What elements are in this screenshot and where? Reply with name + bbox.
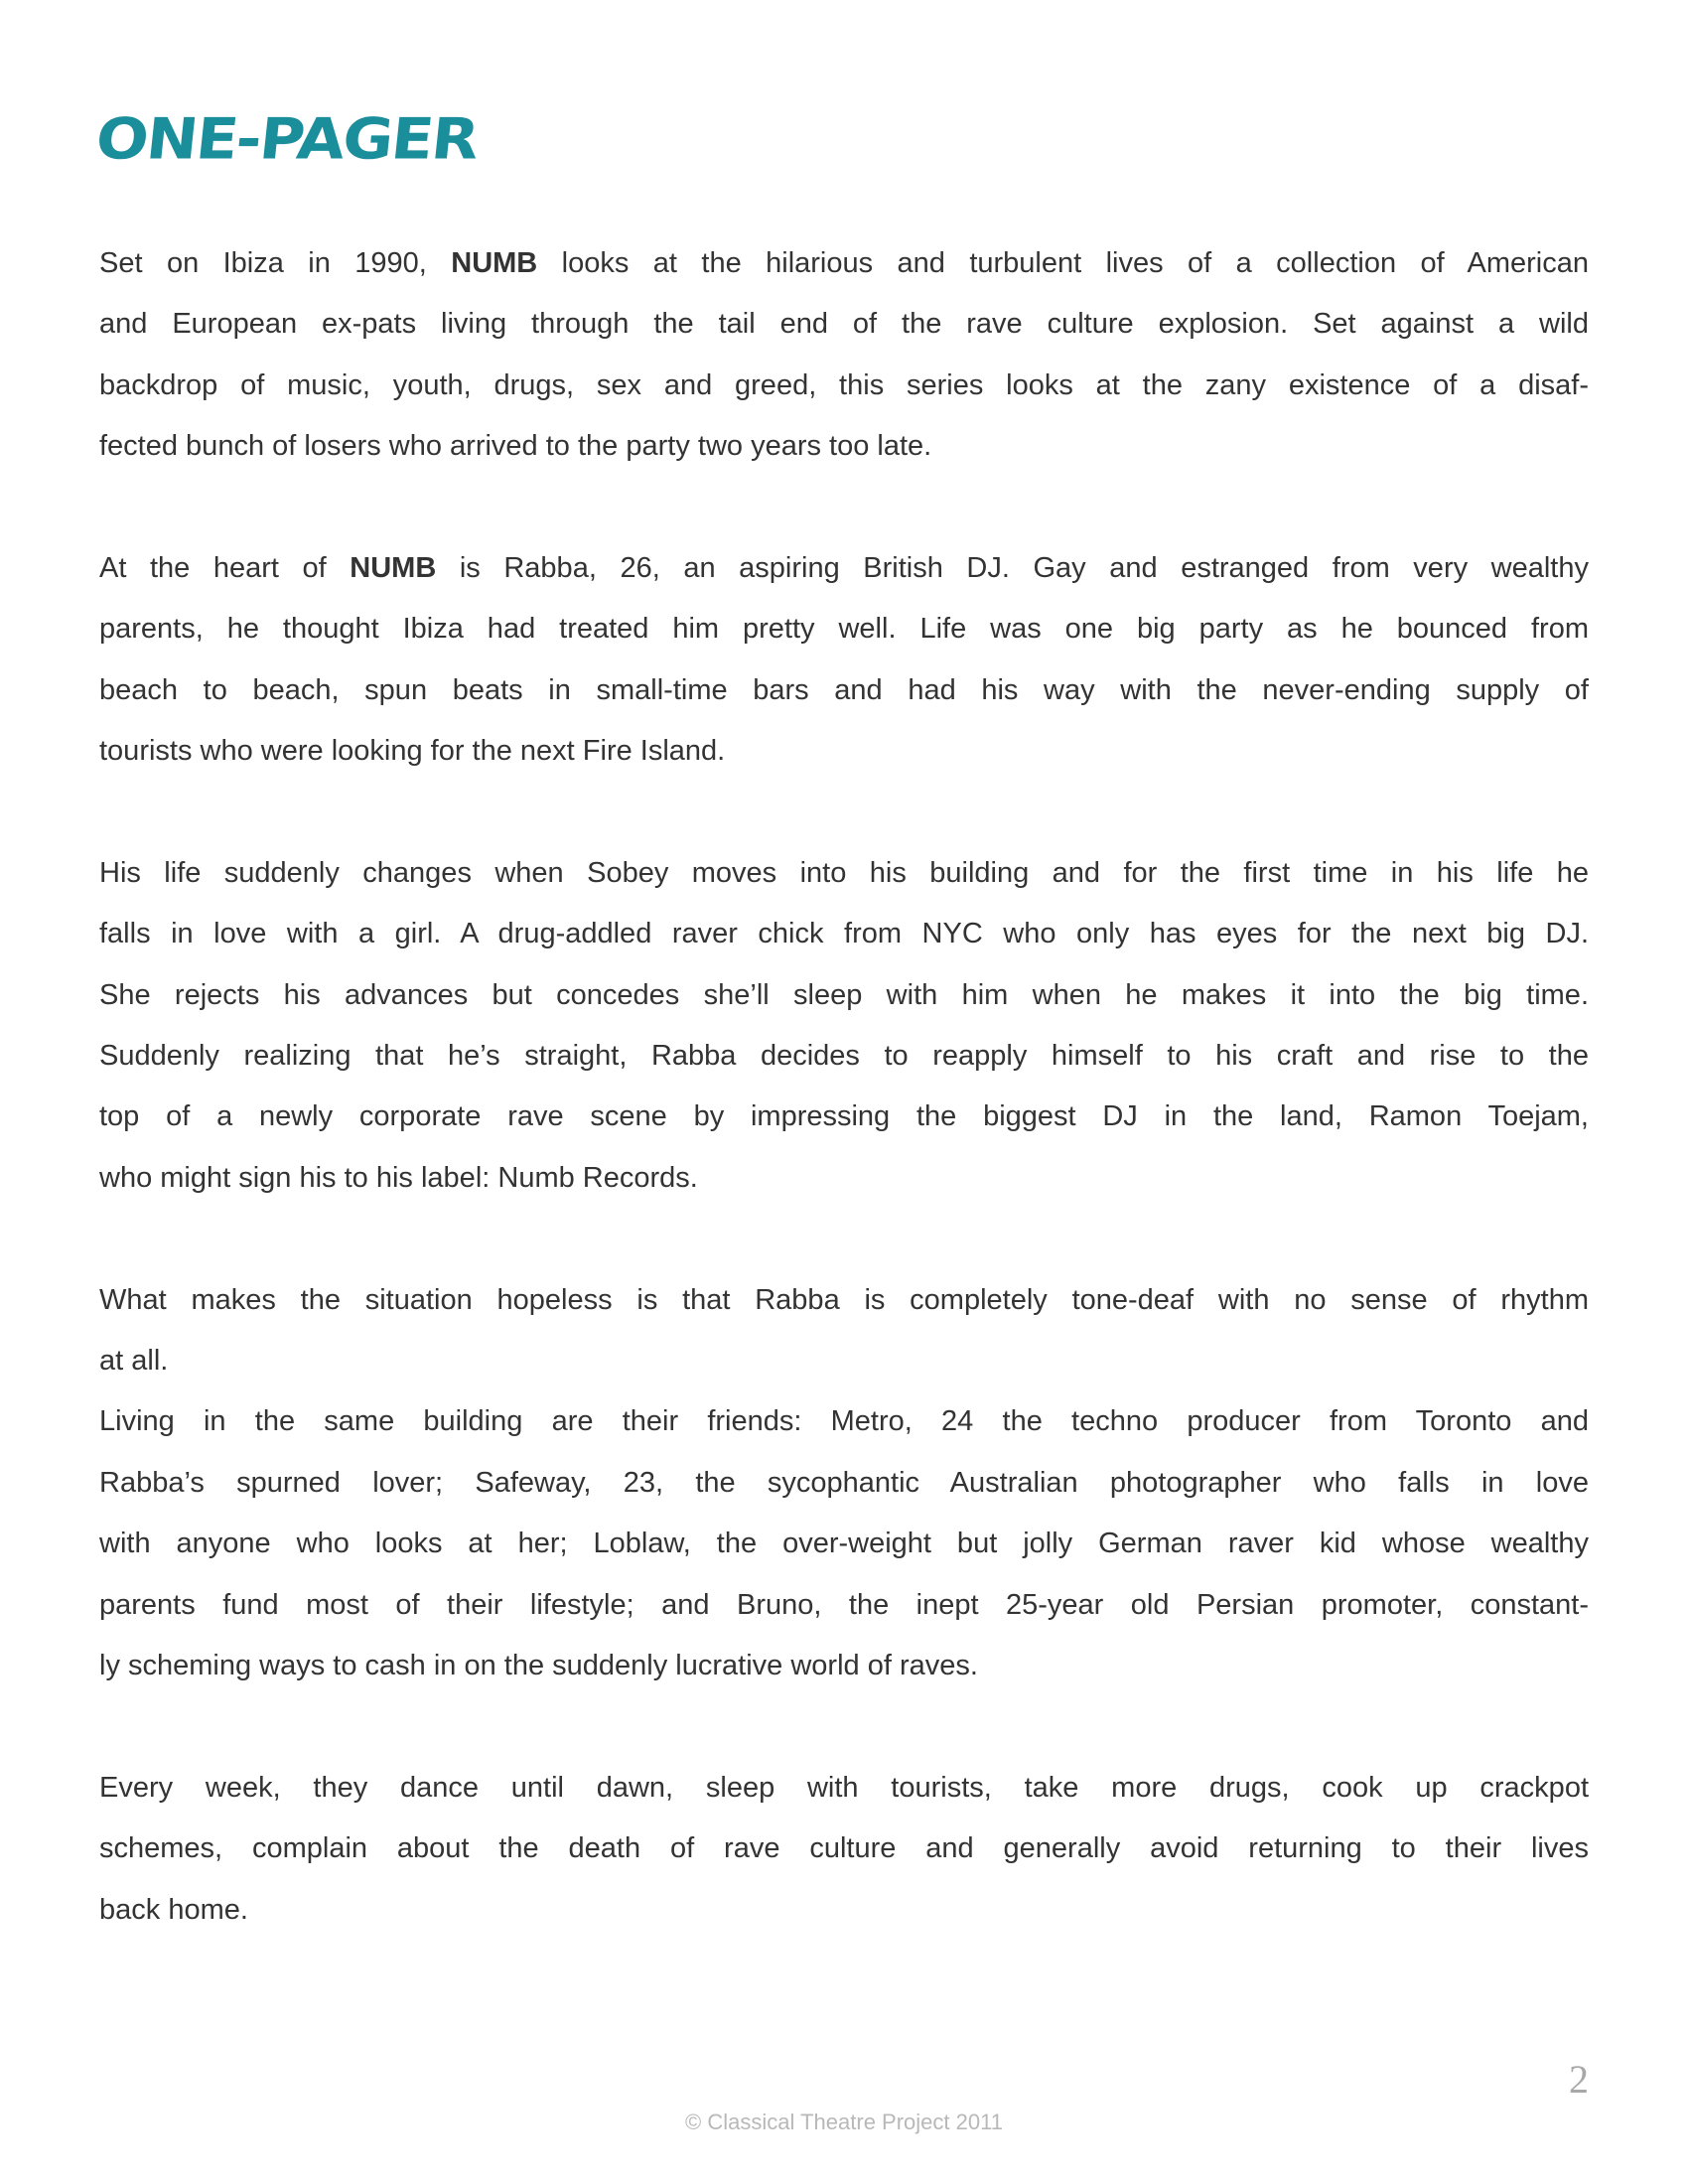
paragraph-sobey xyxy=(99,843,1589,1209)
show-title-numb: NUMB xyxy=(350,551,437,584)
text-line: At the heart of NUMB is Rabba, 26, an aspiring British DJ. Gay and estranged from very wealthy xyxy=(99,551,1589,584)
text-line: at all. xyxy=(99,1345,169,1378)
text-line: Suddenly realizing that he’s straight, Rabba decides to reapply himself to his craft and rise to the xyxy=(99,1040,1589,1073)
text-line: parents fund most of their lifestyle; and Bruno, the inept 25-year old Persian promoter, constant- xyxy=(99,1588,1589,1621)
text-line: She rejects his advances but concedes she’ll sleep with him when he makes it into the big time. xyxy=(99,978,1589,1011)
text-line: beach to beach, spun beats in small-time bars and had his way with the never-ending supply of xyxy=(99,673,1589,706)
paragraph-spacer xyxy=(99,1696,1589,1757)
page-number: 2 xyxy=(1569,2057,1589,2102)
text-line: top of a newly corporate rave scene by impressing the biggest DJ in the land, Ramon Toejam, xyxy=(99,1100,1589,1133)
text-line: parents, he thought Ibiza had treated him pretty well. Life was one big party as he bounced from xyxy=(99,613,1589,646)
paragraph-friends xyxy=(99,1391,1589,1696)
text-line: Set on Ibiza in 1990, NUMB looks at the hilarious and turbulent lives of a collection of American xyxy=(99,247,1589,279)
text-line: with anyone who looks at her; Loblaw, the over-weight but jolly German raver kid whose wealthy xyxy=(99,1528,1589,1560)
body-text xyxy=(99,233,1589,1941)
text-line: Living in the same building are their friends: Metro, 24 the techno producer from Toronto and xyxy=(99,1405,1589,1438)
text-line: Every week, they dance until dawn, sleep with tourists, take more drugs, cook up crackpot xyxy=(99,1771,1589,1804)
text-line: What makes the situation hopeless is that Rabba is completely tone-deaf with no sense of rhythm xyxy=(99,1283,1589,1316)
text-line: schemes, complain about the death of rave culture and generally avoid returning to their lives xyxy=(99,1832,1589,1865)
text-line: fected bunch of losers who arrived to the party two years too late. xyxy=(99,430,932,463)
paragraph-every-week xyxy=(99,1758,1589,1941)
paragraph-hopeless xyxy=(99,1270,1589,1392)
paragraph-spacer xyxy=(99,1209,1589,1269)
page-title: ONE-PAGER xyxy=(92,104,481,173)
paragraph-rabba xyxy=(99,538,1589,783)
text-line: falls in love with a girl. A drug-addled raver chick from NYC who only has eyes for the next big DJ. xyxy=(99,918,1589,950)
text-line: tourists who were looking for the next Fire Island. xyxy=(99,735,726,768)
text-line: Rabba’s spurned lover; Safeway, 23, the sycophantic Australian photographer who falls in love xyxy=(99,1466,1589,1499)
show-title-numb: NUMB xyxy=(451,247,538,279)
paragraph-spacer xyxy=(99,783,1589,843)
text-line: backdrop of music, youth, drugs, sex and greed, this series looks at the zany existence of a disaf- xyxy=(99,368,1589,401)
paragraph-setting xyxy=(99,233,1589,478)
paragraph-spacer xyxy=(99,478,1589,538)
text-line: His life suddenly changes when Sobey moves into his building and for the first time in his life he xyxy=(99,856,1589,889)
text-line: ly scheming ways to cash in on the suddenly lucrative world of raves. xyxy=(99,1649,978,1681)
text-line: who might sign his to his label: Numb Records. xyxy=(99,1161,698,1194)
copyright-footer: © Classical Theatre Project 2011 xyxy=(685,2110,1003,2134)
text-line: and European ex-pats living through the tail end of the rave culture explosion. Set against a wild xyxy=(99,308,1589,341)
text-line: back home. xyxy=(99,1893,248,1926)
